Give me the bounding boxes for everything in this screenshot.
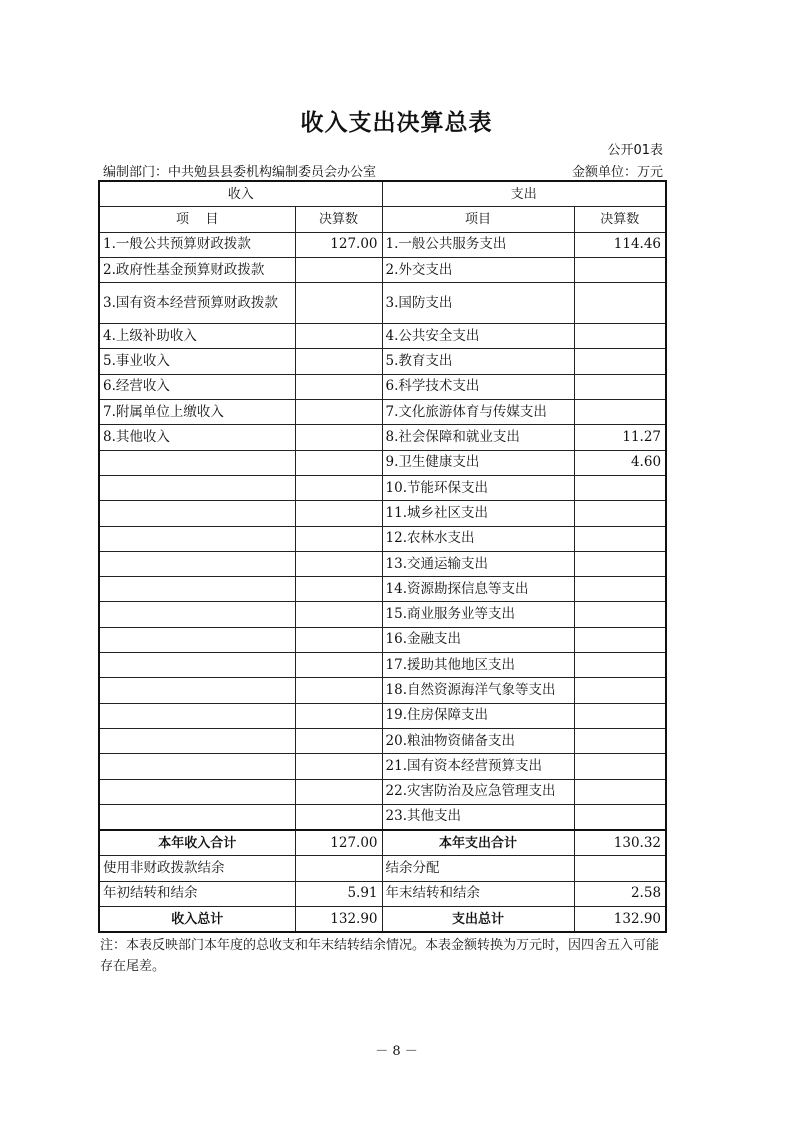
table-row bbox=[99, 374, 666, 399]
expense-item-cell: 14.资源勘探信息等支出 bbox=[382, 577, 574, 602]
table-row bbox=[99, 425, 666, 450]
expense-amount-cell bbox=[574, 577, 666, 602]
income-item-cell: 2.政府性基金预算财政拨款 bbox=[99, 257, 295, 282]
table-row bbox=[99, 703, 666, 728]
income-amount-cell bbox=[295, 526, 382, 551]
expense-amount-cell bbox=[574, 283, 666, 324]
summary-income-amount: 132.90 bbox=[295, 907, 382, 933]
expense-amount-cell: 4.60 bbox=[574, 450, 666, 475]
income-item-header: 项 目 bbox=[99, 207, 295, 232]
table-row bbox=[99, 577, 666, 602]
expense-item-cell: 5.教育支出 bbox=[382, 349, 574, 374]
table-row bbox=[99, 602, 666, 627]
expense-amount-cell bbox=[574, 602, 666, 627]
income-item-cell bbox=[99, 577, 295, 602]
summary-expense-amount: 2.58 bbox=[574, 881, 666, 906]
income-item-cell: 7.附属单位上缴收入 bbox=[99, 400, 295, 425]
table-row bbox=[99, 526, 666, 551]
table-row bbox=[99, 501, 666, 526]
expense-item-cell: 1.一般公共服务支出 bbox=[382, 232, 574, 257]
table-row bbox=[99, 678, 666, 703]
summary-income-amount bbox=[295, 856, 382, 881]
table-row bbox=[99, 627, 666, 652]
income-amount-cell bbox=[295, 324, 382, 349]
expense-amount-cell: 114.46 bbox=[574, 232, 666, 257]
income-amount-cell bbox=[295, 703, 382, 728]
expense-item-cell: 8.社会保障和就业支出 bbox=[382, 425, 574, 450]
income-amount-cell bbox=[295, 678, 382, 703]
table-row bbox=[99, 283, 666, 324]
income-amount-cell bbox=[295, 501, 382, 526]
income-item-cell: 3.国有资本经营预算财政拨款 bbox=[99, 283, 295, 324]
column-header-row bbox=[99, 207, 666, 232]
expense-amount-cell bbox=[574, 349, 666, 374]
expense-item-cell: 18.自然资源海洋气象等支出 bbox=[382, 678, 574, 703]
income-amount-cell bbox=[295, 349, 382, 374]
summary-income-label: 使用非财政拨款结余 bbox=[99, 856, 295, 881]
expense-item-cell: 19.住房保障支出 bbox=[382, 703, 574, 728]
income-amount-cell bbox=[295, 627, 382, 652]
expense-item-cell: 12.农林水支出 bbox=[382, 526, 574, 551]
expense-item-cell: 16.金融支出 bbox=[382, 627, 574, 652]
income-amount-cell bbox=[295, 425, 382, 450]
income-item-cell: 6.经营收入 bbox=[99, 374, 295, 399]
table-row bbox=[99, 400, 666, 425]
table-row bbox=[99, 728, 666, 753]
income-amount-cell: 127.00 bbox=[295, 232, 382, 257]
summary-income-label: 收入总计 bbox=[99, 907, 295, 933]
expense-amount-cell bbox=[574, 526, 666, 551]
expense-amount-header: 决算数 bbox=[574, 207, 666, 232]
income-item-cell bbox=[99, 501, 295, 526]
income-item-cell bbox=[99, 728, 295, 753]
expense-amount-cell bbox=[574, 754, 666, 779]
expense-item-cell: 4.公共安全支出 bbox=[382, 324, 574, 349]
income-item-cell bbox=[99, 678, 295, 703]
summary-expense-label: 年末结转和结余 bbox=[382, 881, 574, 906]
footnote: 注：本表反映部门本年度的总收支和年末结转结余情况。本表金额转换为万元时，因四舍五入可能存在尾差。 bbox=[100, 938, 660, 974]
table-row bbox=[99, 779, 666, 804]
summary-expense-amount: 132.90 bbox=[574, 907, 666, 933]
table-row bbox=[99, 349, 666, 374]
expense-amount-cell: 11.27 bbox=[574, 425, 666, 450]
summary-expense-label: 结余分配 bbox=[382, 856, 574, 881]
expense-amount-cell bbox=[574, 653, 666, 678]
expense-amount-cell bbox=[574, 501, 666, 526]
unit-label: 金额单位：万元 bbox=[571, 165, 663, 180]
department-label: 编制部门：中共勉县县委机构编制委员会办公室 bbox=[103, 165, 377, 180]
income-amount-cell bbox=[295, 374, 382, 399]
income-amount-cell bbox=[295, 754, 382, 779]
expense-item-cell: 6.科学技术支出 bbox=[382, 374, 574, 399]
table-row bbox=[99, 551, 666, 576]
income-item-cell bbox=[99, 475, 295, 500]
summary-expense-label: 本年支出合计 bbox=[382, 830, 574, 856]
summary-income-label: 年初结转和结余 bbox=[99, 881, 295, 906]
expense-item-cell: 7.文化旅游体育与传媒支出 bbox=[382, 400, 574, 425]
expense-amount-cell bbox=[574, 804, 666, 830]
expense-item-cell: 21.国有资本经营预算支出 bbox=[382, 754, 574, 779]
expense-item-cell: 15.商业服务业等支出 bbox=[382, 602, 574, 627]
summary-income-amount: 127.00 bbox=[295, 830, 382, 856]
income-amount-cell bbox=[295, 551, 382, 576]
summary-row bbox=[99, 907, 666, 933]
expense-amount-cell bbox=[574, 400, 666, 425]
table-row bbox=[99, 804, 666, 830]
summary-row bbox=[99, 881, 666, 906]
expense-item-cell: 17.援助其他地区支出 bbox=[382, 653, 574, 678]
table-row bbox=[99, 324, 666, 349]
income-amount-cell bbox=[295, 450, 382, 475]
income-section-header: 收入 bbox=[99, 181, 382, 207]
income-item-cell: 8.其他收入 bbox=[99, 425, 295, 450]
expense-item-cell: 22.灾害防治及应急管理支出 bbox=[382, 779, 574, 804]
expense-amount-cell bbox=[574, 324, 666, 349]
income-amount-cell bbox=[295, 577, 382, 602]
income-item-cell: 4.上级补助收入 bbox=[99, 324, 295, 349]
expense-item-cell: 13.交通运输支出 bbox=[382, 551, 574, 576]
expense-amount-cell bbox=[574, 703, 666, 728]
expense-item-cell: 20.粮油物资储备支出 bbox=[382, 728, 574, 753]
income-item-cell bbox=[99, 526, 295, 551]
table-row bbox=[99, 257, 666, 282]
income-item-cell bbox=[99, 703, 295, 728]
income-item-cell bbox=[99, 804, 295, 830]
summary-row bbox=[99, 830, 666, 856]
table-row bbox=[99, 232, 666, 257]
income-item-cell bbox=[99, 551, 295, 576]
section-header-row bbox=[99, 181, 666, 207]
table-row bbox=[99, 653, 666, 678]
expense-item-cell: 3.国防支出 bbox=[382, 283, 574, 324]
expense-amount-cell bbox=[574, 475, 666, 500]
expense-amount-cell bbox=[574, 257, 666, 282]
summary-expense-label: 支出总计 bbox=[382, 907, 574, 933]
expense-amount-cell bbox=[574, 678, 666, 703]
income-amount-cell bbox=[295, 602, 382, 627]
summary-row bbox=[99, 856, 666, 881]
expense-item-cell: 9.卫生健康支出 bbox=[382, 450, 574, 475]
income-item-cell: 5.事业收入 bbox=[99, 349, 295, 374]
income-item-cell bbox=[99, 627, 295, 652]
income-amount-cell bbox=[295, 653, 382, 678]
income-item-cell bbox=[99, 779, 295, 804]
expense-amount-cell bbox=[574, 627, 666, 652]
income-item-cell bbox=[99, 653, 295, 678]
income-item-cell: 1.一般公共预算财政拨款 bbox=[99, 232, 295, 257]
income-amount-header: 决算数 bbox=[295, 207, 382, 232]
budget-summary-table bbox=[98, 180, 667, 933]
table-row bbox=[99, 475, 666, 500]
expense-item-cell: 2.外交支出 bbox=[382, 257, 574, 282]
form-code: 公开01表 bbox=[607, 143, 663, 158]
income-item-cell bbox=[99, 754, 295, 779]
summary-expense-amount: 130.32 bbox=[574, 830, 666, 856]
income-amount-cell bbox=[295, 804, 382, 830]
income-item-cell bbox=[99, 602, 295, 627]
expense-item-header: 项目 bbox=[382, 207, 574, 232]
summary-income-amount: 5.91 bbox=[295, 881, 382, 906]
expense-amount-cell bbox=[574, 551, 666, 576]
expense-amount-cell bbox=[574, 728, 666, 753]
expense-section-header: 支出 bbox=[382, 181, 666, 207]
expense-amount-cell bbox=[574, 779, 666, 804]
expense-item-cell: 23.其他支出 bbox=[382, 804, 574, 830]
income-amount-cell bbox=[295, 257, 382, 282]
summary-income-label: 本年收入合计 bbox=[99, 830, 295, 856]
summary-expense-amount bbox=[574, 856, 666, 881]
income-amount-cell bbox=[295, 400, 382, 425]
expense-item-cell: 10.节能环保支出 bbox=[382, 475, 574, 500]
table-row bbox=[99, 450, 666, 475]
page-title: 收入支出决算总表 bbox=[300, 110, 493, 136]
page-number: － 8 － bbox=[375, 1044, 418, 1059]
income-amount-cell bbox=[295, 283, 382, 324]
table-row bbox=[99, 754, 666, 779]
income-item-cell bbox=[99, 450, 295, 475]
expense-amount-cell bbox=[574, 374, 666, 399]
expense-item-cell: 11.城乡社区支出 bbox=[382, 501, 574, 526]
income-amount-cell bbox=[295, 779, 382, 804]
income-amount-cell bbox=[295, 728, 382, 753]
income-amount-cell bbox=[295, 475, 382, 500]
